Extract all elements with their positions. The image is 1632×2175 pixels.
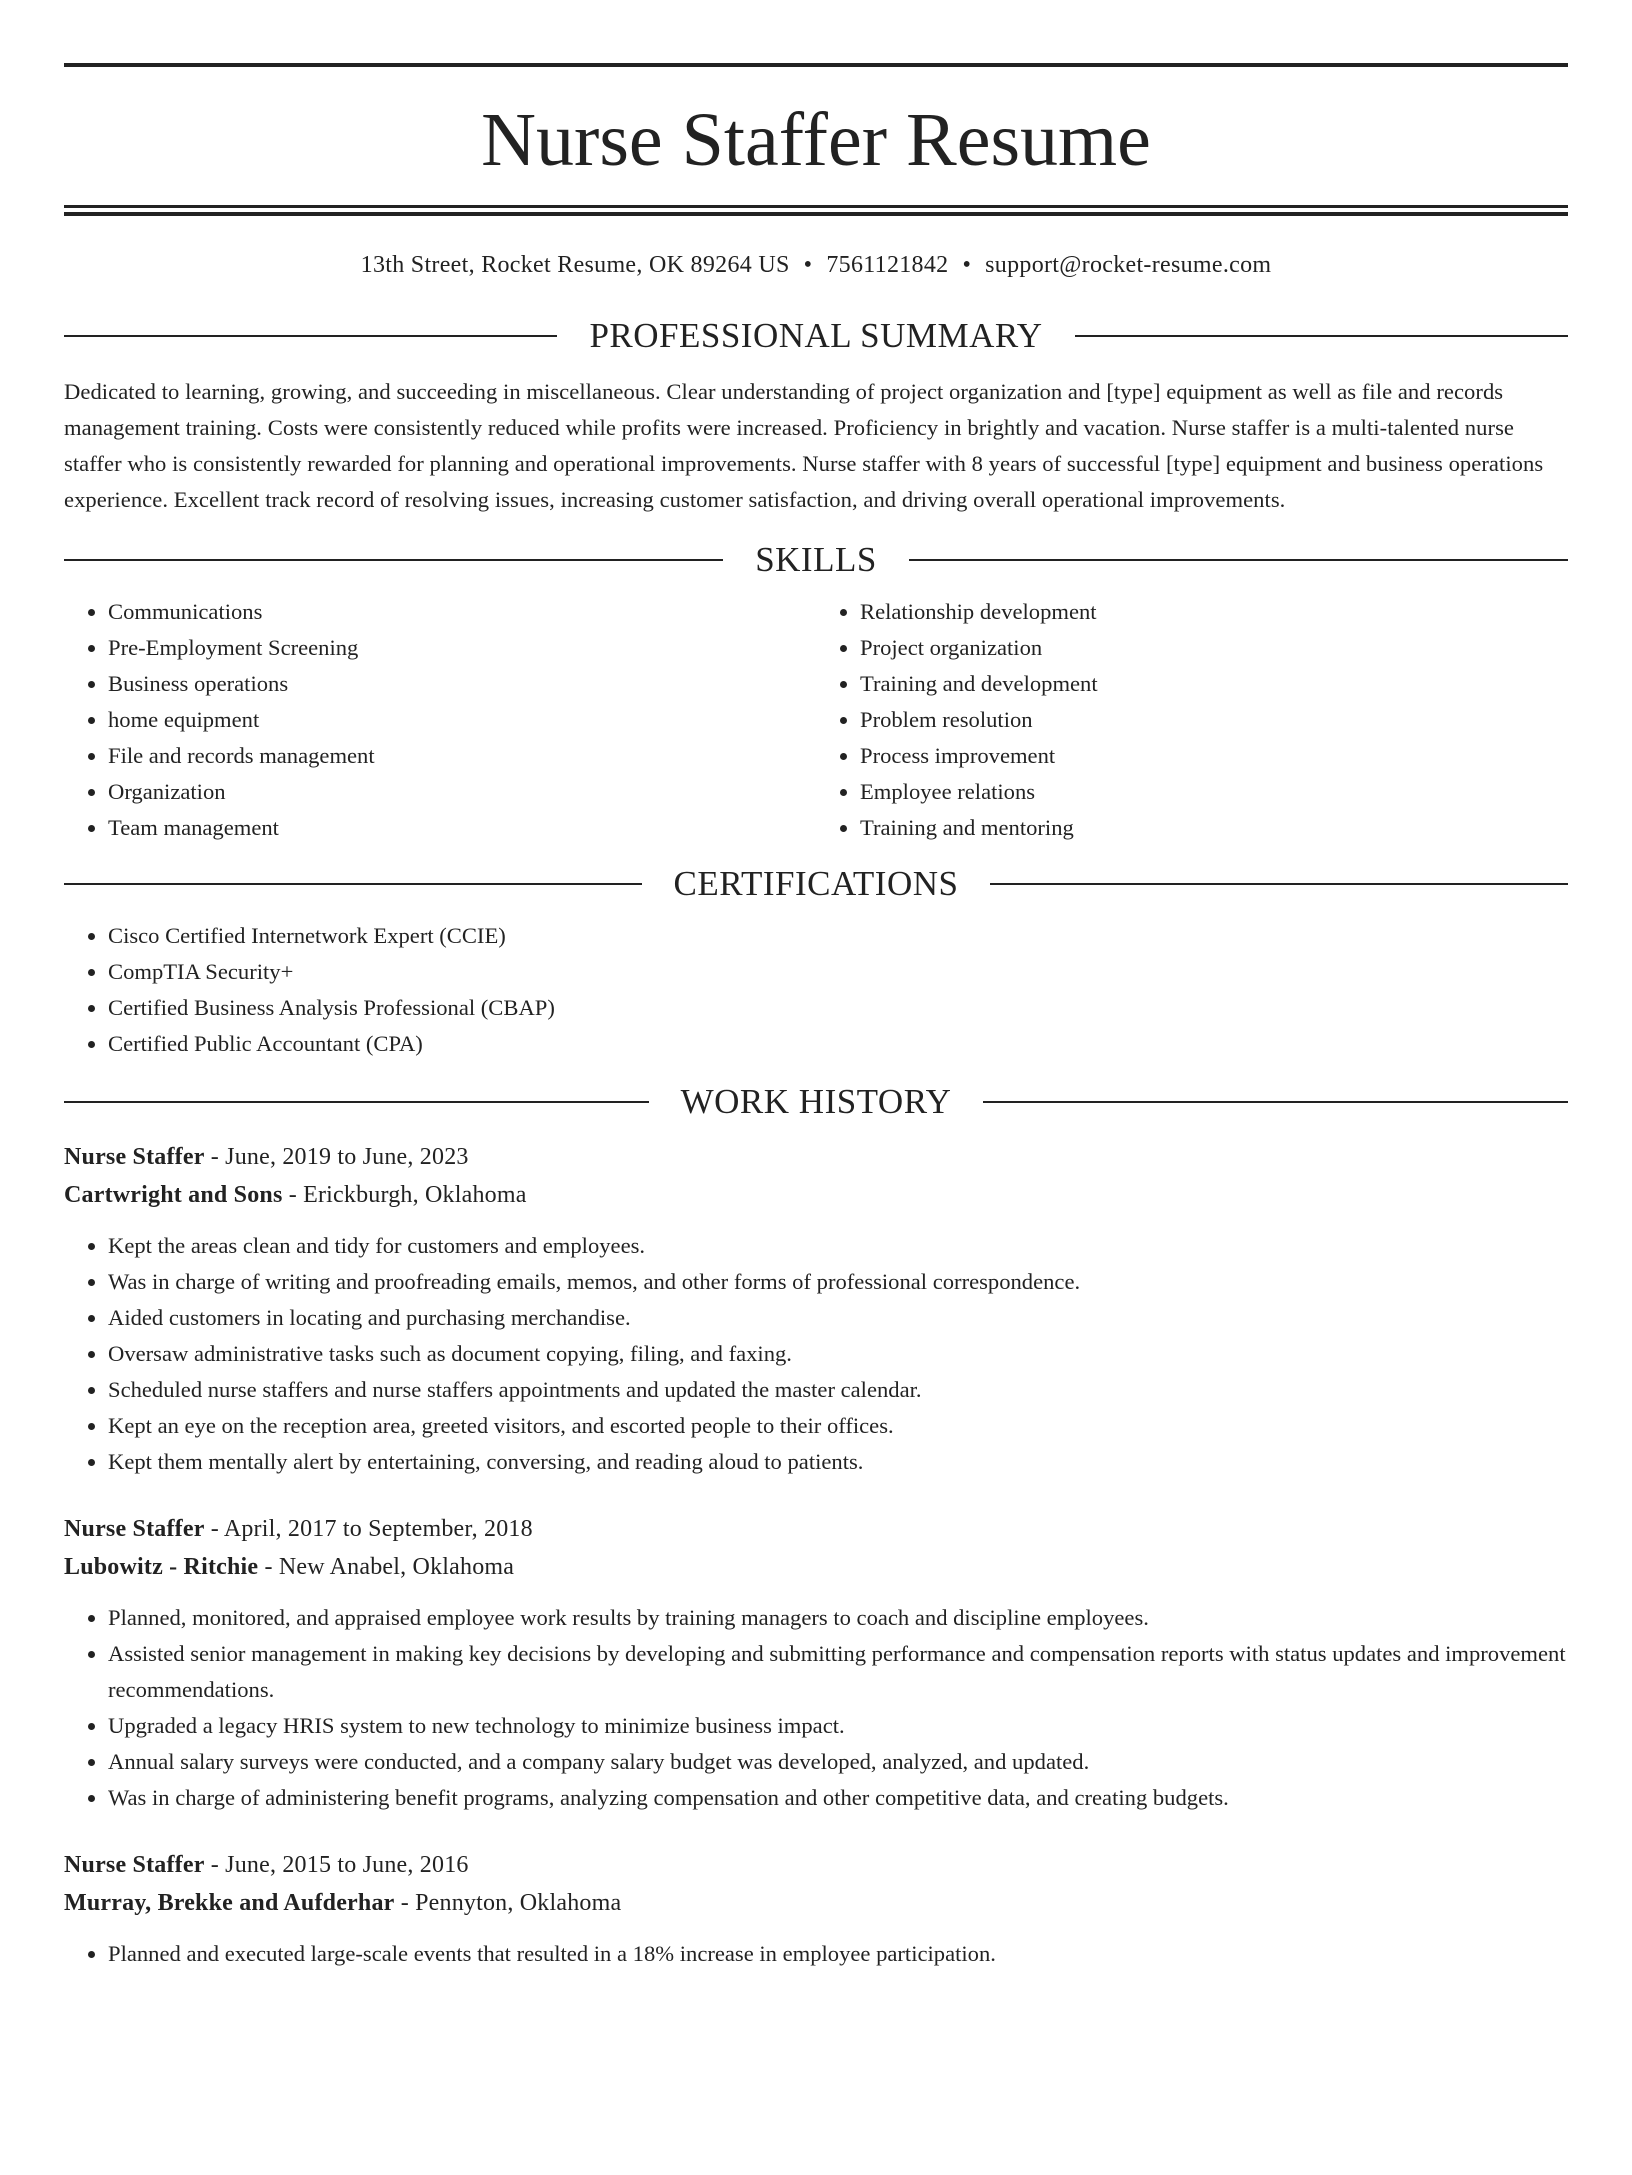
job-company: Cartwright and Sons (64, 1182, 283, 1208)
job-dates: - April, 2017 to September, 2018 (204, 1516, 533, 1542)
certifications-block (64, 918, 1568, 1062)
job-dates: - June, 2019 to June, 2023 (204, 1144, 469, 1170)
job-duty: • Upgraded a legacy HRIS system to new technology to minimize business impact. (108, 1708, 1568, 1744)
section-title-certifications: CERTIFICATIONS (673, 864, 959, 903)
job-duty: • Scheduled nurse staffers and nurse staffers appointments and updated the master calendar. (108, 1372, 1568, 1408)
job-duty: • Annual salary surveys were conducted, and a company salary budget was developed, analyzed, and updated. (108, 1744, 1568, 1780)
skill-item: • home equipment (108, 702, 816, 738)
skill-item: • Team management (108, 810, 816, 846)
heading-rule-left (64, 559, 723, 561)
skills-list-right (816, 594, 1568, 846)
section-heading-summary (64, 314, 1568, 358)
job-location: - New Anabel, Oklahoma (258, 1554, 515, 1580)
skill-item: • Training and development (860, 666, 1568, 702)
job-title-line (64, 1138, 1568, 1176)
job-location: - Erickburgh, Oklahoma (282, 1182, 527, 1208)
job-location: - Pennyton, Oklahoma (394, 1890, 622, 1916)
certification-item: • CompTIA Security+ (108, 954, 1568, 990)
job-title-line (64, 1510, 1568, 1548)
skill-item: • Project organization (860, 630, 1568, 666)
job-entry (64, 1138, 1568, 1480)
skill-item: • Process improvement (860, 738, 1568, 774)
job-company: Lubowitz - Ritchie (64, 1554, 259, 1580)
top-rule (64, 63, 1568, 67)
job-duty: • Oversaw administrative tasks such as document copying, filing, and faxing. (108, 1336, 1568, 1372)
skill-item: • File and records management (108, 738, 816, 774)
job-duties-list (64, 1936, 1568, 1972)
contact-separator: • (803, 252, 813, 278)
heading-rule-right (990, 883, 1568, 885)
job-title: Nurse Staffer (64, 1144, 205, 1170)
section-title-work-history: WORK HISTORY (680, 1082, 952, 1121)
skill-item: • Organization (108, 774, 816, 810)
job-title: Nurse Staffer (64, 1852, 205, 1878)
heading-rule-left (64, 335, 557, 337)
skill-item: • Employee relations (860, 774, 1568, 810)
job-entry (64, 1510, 1568, 1816)
job-duty: • Assisted senior management in making key decisions by developing and submitting performance and compensation reports with status updates and improvement recommendations. (108, 1636, 1568, 1708)
job-company-line (64, 1884, 1568, 1922)
section-title-summary: PROFESSIONAL SUMMARY (589, 316, 1043, 355)
summary-paragraph: Dedicated to learning, growing, and succeeding in miscellaneous. Clear understanding of project organization and [type] equipment as well as file and records management training. Costs were consistently reduced while profits were increased. Proficiency in brightly and vacation. Nurse staffer is a multi-talented nurse staffer who is consistently rewarded for planning and operational improvements. Nurse staffer with 8 years of successful [type] equipment and business operations experience. Excellent track record of resolving issues, increasing customer satisfaction, and driving overall operational improvements. (64, 379, 1544, 512)
skill-item: • Business operations (108, 666, 816, 702)
job-duty: • Planned, monitored, and appraised employee work results by training managers to coach and discipline employees. (108, 1600, 1568, 1636)
job-duty: • Kept an eye on the reception area, greeted visitors, and escorted people to their offices. (108, 1408, 1568, 1444)
skills-column-left (64, 594, 816, 846)
heading-rule-right (909, 559, 1568, 561)
contact-email: support@rocket-resume.com (985, 252, 1272, 278)
job-duty: • Planned and executed large-scale events that resulted in a 18% increase in employee participation. (108, 1936, 1568, 1972)
heading-rule-left (64, 1101, 649, 1103)
job-company-line (64, 1176, 1568, 1214)
section-heading-skills (64, 538, 1568, 582)
job-duties-list (64, 1600, 1568, 1816)
job-title-line (64, 1846, 1568, 1884)
resume-title: Nurse Staffer Resume (481, 98, 1151, 182)
certifications-list (64, 918, 1568, 1062)
skills-columns (64, 594, 1568, 846)
section-heading-work-history (64, 1080, 1568, 1124)
skill-item: • Problem resolution (860, 702, 1568, 738)
title-double-rule (64, 205, 1568, 216)
job-dates: - June, 2015 to June, 2016 (204, 1852, 469, 1878)
job-duty: • Was in charge of administering benefit programs, analyzing compensation and other competitive data, and creating budgets. (108, 1780, 1568, 1816)
job-company-line (64, 1548, 1568, 1586)
job-duty: • Kept the areas clean and tidy for customers and employees. (108, 1228, 1568, 1264)
skill-item: • Relationship development (860, 594, 1568, 630)
heading-rule-right (983, 1101, 1568, 1103)
skill-item: • Pre-Employment Screening (108, 630, 816, 666)
certification-item: • Certified Public Accountant (CPA) (108, 1026, 1568, 1062)
contact-separator: • (962, 252, 972, 278)
contact-phone: 7561121842 (826, 252, 949, 278)
job-duty: • Aided customers in locating and purchasing merchandise. (108, 1300, 1568, 1336)
skills-column-right (816, 594, 1568, 846)
section-title-skills: SKILLS (755, 540, 877, 579)
job-duty: • Kept them mentally alert by entertaining, conversing, and reading aloud to patients. (108, 1444, 1568, 1480)
certification-item: • Cisco Certified Internetwork Expert (CCIE) (108, 918, 1568, 954)
resume-page (0, 63, 1632, 2175)
skill-item: • Communications (108, 594, 816, 630)
job-duties-list (64, 1228, 1568, 1480)
contact-address: 13th Street, Rocket Resume, OK 89264 US (360, 252, 790, 278)
job-duty: • Was in charge of writing and proofreading emails, memos, and other forms of professional correspondence. (108, 1264, 1568, 1300)
skill-item: • Training and mentoring (860, 810, 1568, 846)
job-company: Murray, Brekke and Aufderhar (64, 1890, 395, 1916)
heading-rule-left (64, 883, 642, 885)
job-title: Nurse Staffer (64, 1516, 205, 1542)
certification-item: • Certified Business Analysis Professional (CBAP) (108, 990, 1568, 1026)
heading-rule-right (1075, 335, 1568, 337)
section-heading-certifications (64, 862, 1568, 906)
skills-list-left (64, 594, 816, 846)
job-entry (64, 1846, 1568, 1972)
contact-line (64, 250, 1568, 280)
